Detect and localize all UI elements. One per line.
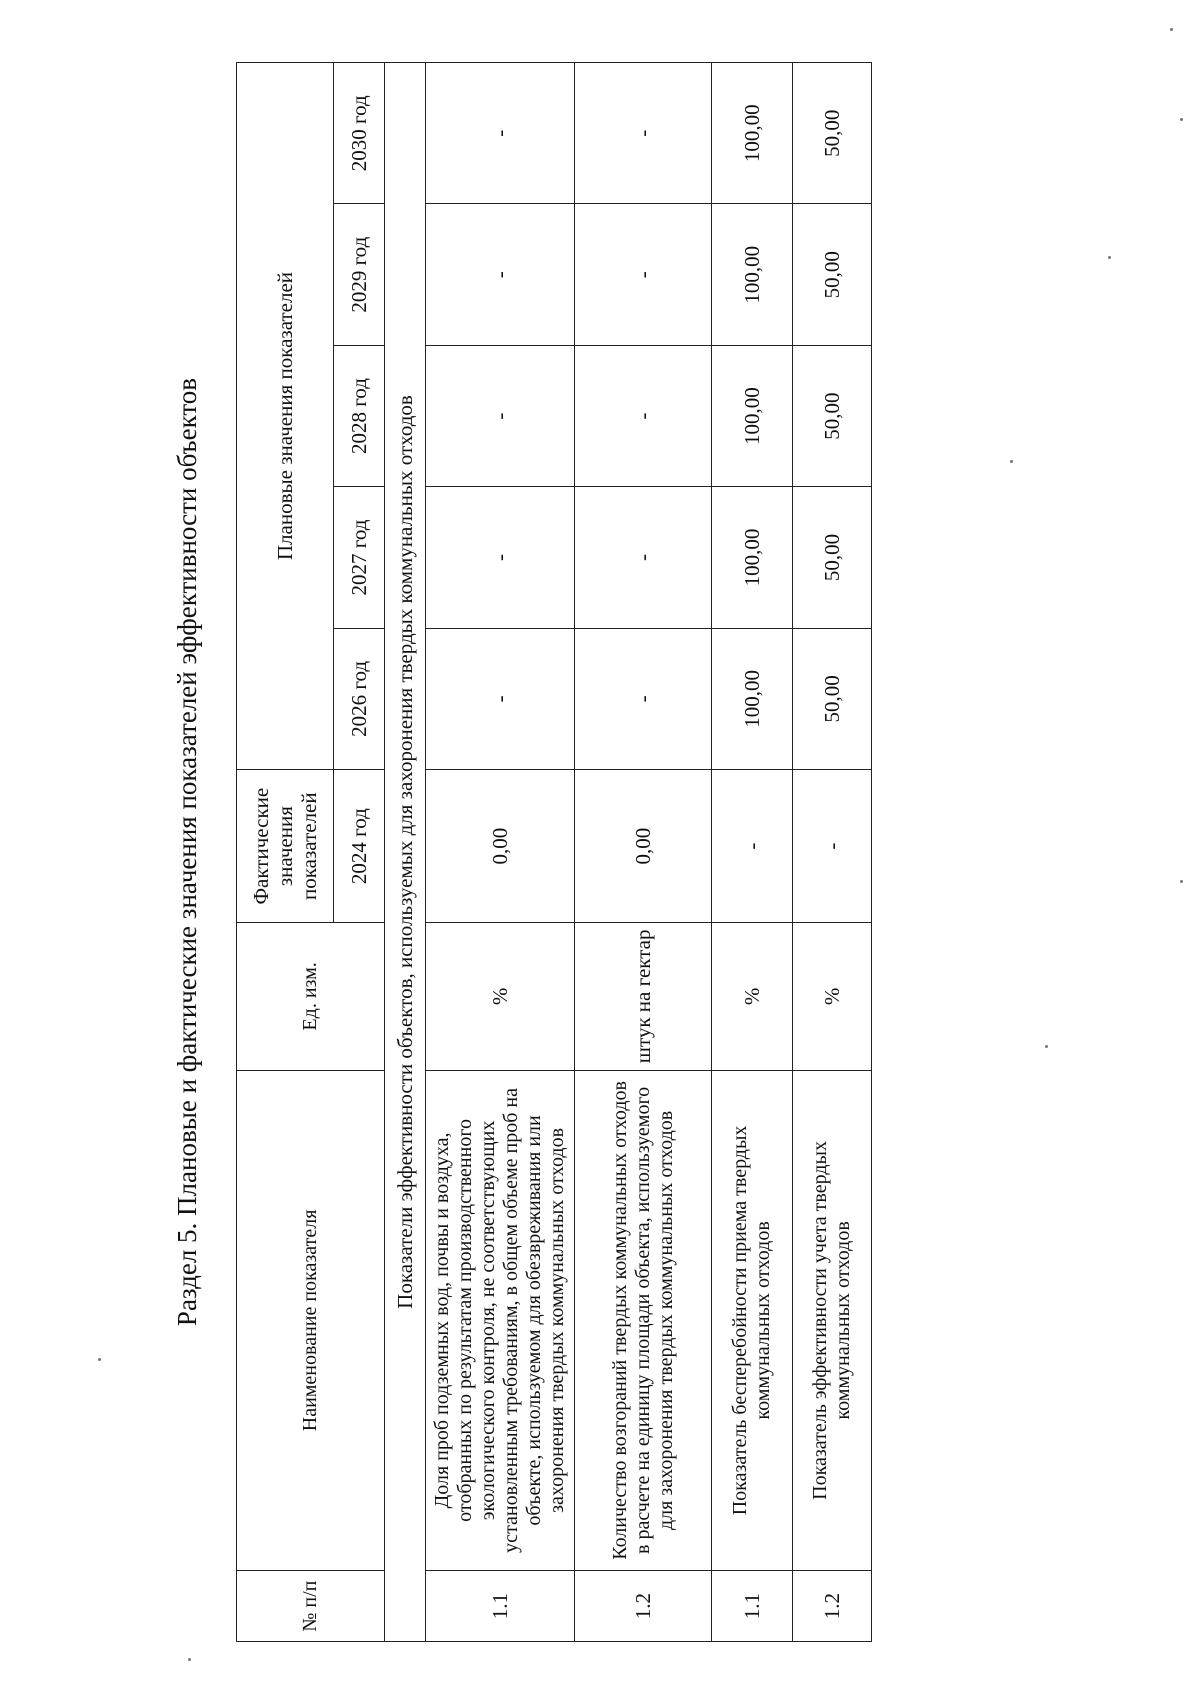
table-row: [712, 63, 793, 1642]
planned-value: -: [575, 345, 712, 486]
planned-value: -: [426, 487, 575, 628]
unit-cell: штук на гектар: [575, 923, 712, 1070]
actual-value: -: [793, 770, 872, 923]
row-number: 1.1: [712, 1571, 793, 1642]
planned-value: 100,00: [712, 345, 793, 486]
planned-value: -: [575, 204, 712, 345]
planned-value: -: [426, 204, 575, 345]
scan-speck: [1180, 880, 1183, 883]
header-planned-year: 2026 год: [334, 628, 385, 769]
section-title: Показатели эффективности объектов, используемых для захоронения твердых коммунальных отходов: [385, 63, 426, 1642]
header-planned-year: 2029 год: [334, 204, 385, 345]
planned-value: -: [426, 345, 575, 486]
header-planned-group: Плановые значения показателей: [237, 63, 334, 770]
unit-cell: %: [712, 923, 793, 1070]
actual-value: 0,00: [426, 770, 575, 923]
planned-value: 100,00: [712, 63, 793, 205]
planned-value: 50,00: [793, 487, 872, 628]
planned-value: 50,00: [793, 628, 872, 769]
scan-speck: [1045, 1045, 1048, 1048]
page-title: Раздел 5. Плановые и фактические значения показателей эффективности объектов: [172, 377, 202, 1327]
header-name: Наименование показателя: [237, 1070, 385, 1571]
planned-value: 50,00: [793, 204, 872, 345]
scan-speck: [1010, 460, 1013, 463]
header-row-1: [237, 63, 334, 1642]
header-planned-year: 2030 год: [334, 63, 385, 205]
planned-value: 100,00: [712, 204, 793, 345]
row-number: 1.1: [426, 1571, 575, 1642]
scan-speck: [1180, 118, 1183, 121]
scan-speck: [188, 1658, 191, 1661]
actual-value: -: [712, 770, 793, 923]
scan-speck: [98, 1358, 101, 1361]
header-unit: Ед. изм.: [237, 923, 385, 1070]
planned-value: -: [426, 63, 575, 205]
planned-value: 100,00: [712, 628, 793, 769]
row-number: 1.2: [793, 1571, 872, 1642]
planned-value: 50,00: [793, 63, 872, 205]
table-row: [575, 63, 712, 1642]
header-planned-year: 2027 год: [334, 487, 385, 628]
table-row: [426, 63, 575, 1642]
planned-value: -: [575, 487, 712, 628]
header-actual-year: 2024 год: [334, 770, 385, 923]
actual-value: 0,00: [575, 770, 712, 923]
unit-cell: %: [426, 923, 575, 1070]
header-actual-group: Фактические значения показателей: [237, 770, 334, 923]
unit-cell: %: [793, 923, 872, 1070]
scan-speck: [1108, 256, 1111, 259]
planned-value: 50,00: [793, 345, 872, 486]
document-page: [0, 2, 1200, 1702]
indicator-name: Количество возгораний твердых коммунальных отходов в расчете на единицу площади объекта, используемого для захоронения твердых коммунальных отходов: [575, 1070, 712, 1571]
header-planned-year: 2028 год: [334, 345, 385, 486]
indicator-name: Показатель бесперебойности приема твердых коммунальных отходов: [712, 1070, 793, 1571]
indicators-table: [236, 62, 872, 1642]
indicator-name: Показатель эффективности учета твердых коммунальных отходов: [793, 1070, 872, 1571]
section-row: [385, 63, 426, 1642]
planned-value: -: [575, 63, 712, 205]
planned-value: -: [426, 628, 575, 769]
table-row: [793, 63, 872, 1642]
planned-value: 100,00: [712, 487, 793, 628]
scan-speck: [1170, 28, 1173, 31]
header-num: № п/п: [237, 1571, 385, 1642]
indicator-name: Доля проб подземных вод, почвы и воздуха, отобранных по результатам производственного экологического контроля, не соответствующих установленным требованиям, в общем объеме проб на объекте, используемом для обезвреживания или захоронения твердых коммунальных отходов: [426, 1070, 575, 1571]
row-number: 1.2: [575, 1571, 712, 1642]
planned-value: -: [575, 628, 712, 769]
